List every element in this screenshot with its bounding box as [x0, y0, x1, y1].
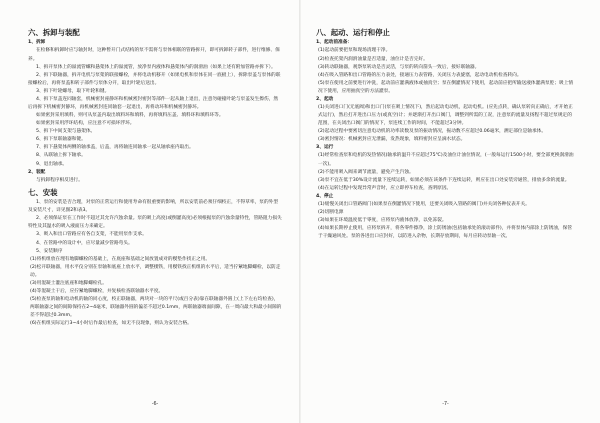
run-item: (3)泵不宜在低于30%设计流量下连续运转，如果必须在该条件下连续运转，则应在出口处安装旁通管，排放多余的流量。 [318, 177, 570, 183]
section-6-title: 六、拆卸与装配 [28, 28, 80, 37]
disassembly-step: 3、拆下叶轮螺母，取下叶轮和键。 [36, 88, 110, 94]
installation-item: 5、安装顺序 [36, 248, 63, 254]
sequence-step: (2)松开联轴器，用水平仪分别在泵轴和底座上放水平，调整楔铁，用楔铁找正机组的水平后，适当拧紧地脚螺栓，以防走动。 [30, 264, 281, 278]
disassembly-step: 1、拆开泵体上的溢流管螺和悬架体上的溢流管，放净泵内液体和悬架体内的润滑油（如果上述有附加管路亦拆下）。 [36, 64, 276, 70]
disassembly-title: 1、拆卸 [28, 40, 46, 46]
installation-item: 3、吸入和出口管路应有各自支架，不能用泵作支承。 [36, 232, 147, 238]
disassembly-steps [28, 64, 282, 169]
stop-title: 4、停止 [316, 193, 334, 199]
stop-item: (1)缓慢关闭出口管路阀门(如果泵在倒灌情况下使用，还要关闭吸入管路的阀门)并关闭各种仪表开关。 [318, 201, 530, 207]
disassembly-step: 4、拆下泵盖连同轴套，机械密封座静环和机械密封密封等部件一起从轴上退出，注意勿碰撞叶轮与泵盖发生擦伤，然后再拆下机械密封静环，再机械密封连同轴套一起退出，再将动环和机械密封静环。 [28, 96, 279, 110]
disassembly-step: 如果密封采用填料，则可从泵盖内取出填料环和填料，再将填料压盖、填料环和填料环等。 [36, 113, 224, 119]
disassembly-step: 6、拆下泵联轴器和键。 [36, 137, 86, 143]
disassembly-step: 7、拆下悬架体两侧的轴承盖，后盖，再将轴连同轴承一起从轴承座内取出。 [36, 145, 194, 151]
assembly-body: 与拆卸程序相反进行。 [36, 177, 83, 183]
stop-item: (2)切断电源 [318, 210, 344, 215]
page-right [308, 0, 583, 423]
section-8-title: 八、起动、运行和停止 [316, 28, 390, 37]
installation-item: 1、泵的安装是否合理，对泵的正常运行和使用寿命有很重要的影响，所以安装前必须仔细校正，不得草率，泵的外型及安装尺寸，详见图2和表3。 [28, 200, 279, 214]
start-item: (2)起动过程中要密切注意电动机的功率读数及泵的振动情况，振动数不应超过0.06毫米，测定部位是轴承体。 [318, 129, 547, 135]
start-prep-item: (4)在吸入管路和出口管路的压力表处，接通压力表管路，关闭压力表旋塞，起动电动机检查转向。 [318, 72, 522, 78]
disassembly-step: 9、退出轴承。 [36, 161, 68, 167]
start-prep-title: 1、起动前准备： [316, 40, 353, 46]
disassembly-intro: 在检修和拆卸时应与轴封时，这种暂开门式结构的泵不需将与泵体相联的管路拆开，即可拆卸转子部件，进行维修、保养。 [28, 48, 280, 62]
start-prep-item: (2)检查托架内润滑油量是否适量，油位计是否完好。 [318, 56, 428, 62]
installation-items [28, 199, 282, 256]
start-prep-items [316, 47, 575, 95]
assembly-title: 2、装配 [28, 169, 46, 175]
start-prep-item: (1)起动前要把泵和现场清理干净。 [318, 48, 391, 54]
disassembly-step: 5、拆下中间支架与悬架体。 [36, 129, 96, 135]
installation-sequence [28, 256, 282, 329]
page-left [20, 0, 290, 423]
sequence-step: (3)用混凝土灌注底座和地脚螺栓孔。 [30, 280, 107, 286]
stop-item: (3)如果在环境温度低于零度，应将泵内液体放净，以免冻裂。 [318, 218, 447, 224]
sequence-step: (1)将机组放在埋有地脚螺栓的基础上，在底座和基础之间放置成对的楔垫作找正之用。 [30, 256, 211, 262]
run-items [316, 152, 575, 192]
disassembly-step: 如果密封采用浮环结构，应注意不可损坏浮环。 [36, 121, 135, 127]
disassembly-step: 8、从联轴上拆下轴承。 [36, 153, 86, 159]
sequence-step: (6)在机组实际运行3~4小时后作最后检查，如无不良现象，则认为安装合格。 [30, 321, 192, 327]
start-item: (1)关闭进口门(无底阀)和出口门(泵在吸上情况下)，然后起动电动机，起动电机。(应先点转，确认泵转向正确后，才开始正式运行)，然后打开进出口压力(或真空)计；并逐渐打开出口阀门，调整到所需的工况，注意泵的流量及扬程不超过泵规定的范围，在关闭出口阀门的情况下，泵连续工作的时间，不能超过3分钟。 [318, 104, 573, 127]
run-item: (2)不能用吸入阀来调节流量，避免产生汽蚀。 [318, 169, 414, 175]
sequence-step: (4)等混凝土干后，应拧紧地脚螺栓，并复核检查联轴器水平度。 [30, 288, 164, 294]
disassembly-step: 2、拆下联轴器，拆开电机与泵架的联接螺栓，并将电动机移开（如果电机和泵体在同一底板上），拆除泵盖与泵体的联接螺栓后，再将泵盖和转子部件与泵体分开，取出叶轮后送出。 [28, 72, 281, 86]
page-fold [299, 0, 301, 423]
start-title: 2、起动 [316, 96, 334, 102]
stop-items [316, 201, 575, 241]
start-prep-item: (5)泵在使用之前要进行冲洗，起动前应灌满液体或抽真空；泵在倒灌情况下使用，起动前应把所输送液体灌满泵腔；吸上情况下使用，应用抽真空的方法灌泵。 [318, 80, 574, 94]
run-item: (1)经常检查泵和电机的发热情况(轴承的温升不应超过75℃)及油位计油位情况，(一般每运行1500小时，要全部更换润滑油一次)。 [318, 153, 574, 167]
start-items [316, 104, 575, 144]
start-prep-item: (3)转动联轴器，观察泵转动是否灵活，与泵的转向箭头一致后，接好联轴器。 [318, 64, 480, 70]
installation-item: 4、在管路中的设计中，应尽量减少管路弯头。 [36, 240, 133, 246]
page-number-left: -6- [151, 401, 159, 407]
installation-item: 2、必须保证泵在工作时不超过其允许汽蚀余量。泵的吸上高度(或倒灌高度)必须根据泵的汽蚀余量特性，管路阻力损失特性及其温水的吸入液面压力来确定。 [28, 216, 282, 230]
section-7-title: 七、安装 [28, 187, 58, 197]
start-item: (3)密封情况：机械密封应无泄漏，发热现象，填料密封应呈滴水状态。 [318, 137, 466, 143]
page-number-right: -7- [442, 401, 449, 407]
run-title: 3、运行 [316, 145, 334, 151]
sequence-step: (5)检查泵的轴和电动机的轴的同心度，校正联轴器，两块对一块的平尺(或百分表)靠在联轴器外圆上(上下左右均检查)，两联轴器之间的间隙保持在2~4毫米，联轴器外圆的偏差不超过0.1mm，两联轴器端面间隙，在一周向最大和最小间隙的差不得超过0.3mm。 [30, 297, 282, 319]
run-item: (4)在运转过程中发现异常声音时，应立即停车检查，查明原因。 [318, 185, 452, 191]
stop-item: (4)如果长期停止使用，应将泵拆开，将各零件擦净，涂上防锈油(包括轴承处的滚动部件)，并将泵体内部涂上防锈油，保管于干燥通风处。泵的各进出口应封好，以防进入杂物，长期存放期间，每月应转动泵轴一次。 [318, 226, 573, 240]
